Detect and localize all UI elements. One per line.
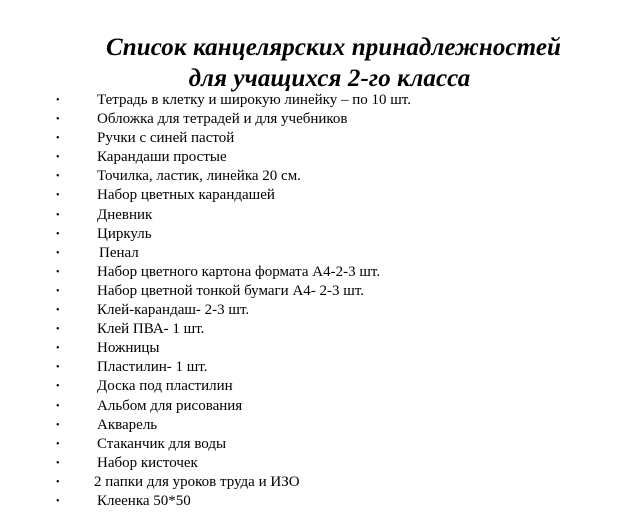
bullet-icon: •: [56, 343, 60, 355]
bullet-icon: •: [56, 228, 60, 240]
title-line-2: для учащихся 2-го класса: [188, 65, 471, 92]
list-item: [0, 358, 621, 377]
list-item: [0, 186, 621, 205]
list-item-text: Набор кисточек: [97, 454, 198, 471]
list-item-text: Пластилин- 1 шт.: [97, 359, 208, 376]
bullet-icon: •: [56, 438, 60, 450]
list-item-text: Клей ПВА- 1 шт.: [97, 321, 205, 338]
bullet-icon: •: [56, 419, 60, 431]
list-item: [0, 339, 621, 358]
list-item: [0, 206, 621, 225]
list-item: [0, 473, 621, 492]
bullet-icon: •: [56, 324, 60, 336]
list-item-text: 2 папки для уроков труда и ИЗО: [94, 473, 300, 490]
bullet-icon: •: [56, 190, 60, 202]
bullet-icon: •: [56, 400, 60, 412]
title-line-1: Список канцелярских принадлежностей: [105, 34, 562, 61]
list-item-text: Набор цветной тонкой бумаги А4- 2-3 шт.: [97, 282, 364, 299]
list-item: [0, 416, 621, 435]
bullet-icon: •: [56, 495, 60, 507]
list-item: [0, 110, 621, 129]
list-item: [0, 263, 621, 282]
list-item: [0, 492, 621, 511]
bullet-icon: •: [56, 171, 60, 183]
bullet-icon: •: [56, 266, 60, 278]
list-item: [0, 282, 621, 301]
bullet-icon: •: [56, 133, 60, 145]
list-item-text: Тетрадь в клетку и широкую линейку – по 10 шт.: [97, 92, 411, 108]
list-item-text: Ручки с синей пастой: [97, 130, 235, 147]
bullet-icon: •: [56, 247, 60, 259]
list-item: [0, 397, 621, 416]
list-item: [0, 129, 621, 148]
bullet-icon: •: [56, 95, 60, 106]
bullet-icon: •: [56, 114, 60, 126]
list-item-text: Дневник: [97, 206, 153, 223]
list-item-text: Доска под пластилин: [97, 378, 233, 395]
list-item: [0, 320, 621, 339]
list-item: [0, 454, 621, 473]
bullet-icon: •: [56, 476, 60, 488]
list-item-text: Точилка, ластик, линейка 20 см.: [97, 168, 301, 185]
bullet-icon: •: [56, 209, 60, 221]
list-item-text: Альбом для рисования: [97, 397, 243, 414]
bullet-icon: •: [56, 362, 60, 374]
list-item: [0, 244, 621, 263]
supplies-list: [0, 91, 621, 511]
document-title: [0, 32, 621, 94]
list-item-text: Пенал: [99, 244, 139, 261]
list-item-text: Клей-карандаш- 2-3 шт.: [97, 302, 250, 319]
list-item-text: Клеенка 50*50: [97, 492, 191, 509]
list-item-text: Циркуль: [97, 225, 152, 242]
list-item: [0, 225, 621, 244]
bullet-icon: •: [56, 305, 60, 317]
list-item-text: Акварель: [97, 416, 158, 433]
list-item: [0, 167, 621, 186]
list-item-text: Ножницы: [97, 340, 160, 357]
list-item: [0, 435, 621, 454]
list-item-text: Набор цветного картона формата А4-2-3 шт.: [97, 263, 381, 280]
list-item: [0, 301, 621, 320]
list-item: [0, 377, 621, 396]
list-item: [0, 91, 621, 110]
list-item: [0, 148, 621, 167]
list-item-text: Карандаши простые: [97, 149, 227, 166]
bullet-icon: •: [56, 152, 60, 164]
bullet-icon: •: [56, 381, 60, 393]
list-item-text: Стаканчик для воды: [97, 435, 227, 452]
bullet-icon: •: [56, 457, 60, 469]
list-item-text: Обложка для тетрадей и для учебников: [97, 111, 348, 128]
bullet-icon: •: [56, 285, 60, 297]
list-item-text: Набор цветных карандашей: [97, 187, 275, 204]
